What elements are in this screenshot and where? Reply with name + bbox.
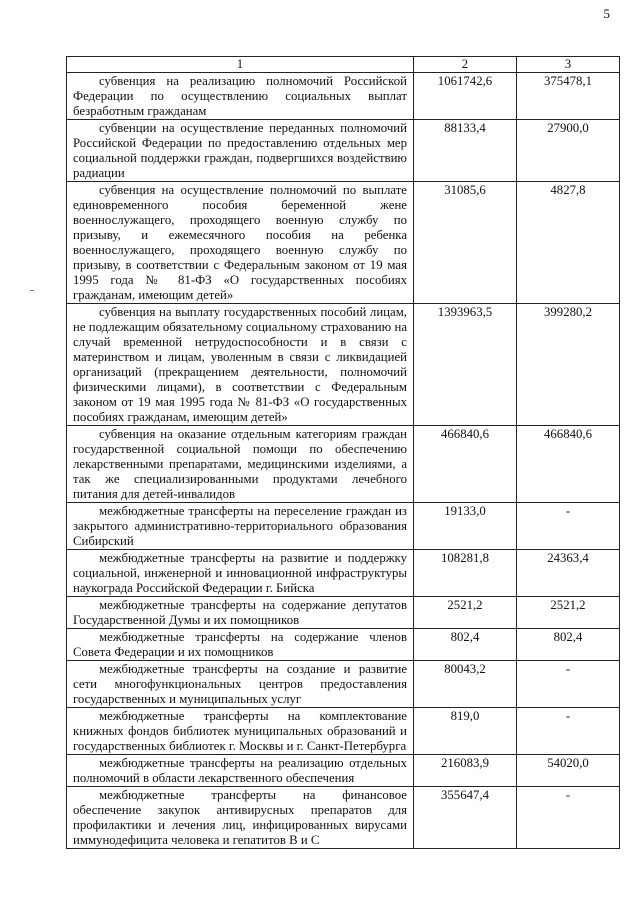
- row-description: межбюджетные трансферты на финансовое обеспечение закупок антивирусных препаратов для профилактики и лечения лиц, инфицированных вирусами иммунодефицита человека и гепатитов В и С: [67, 787, 414, 849]
- row-description: субвенция на реализацию полномочий Российской Федерации по осуществлению социальных выплат безработным гражданам: [67, 73, 414, 120]
- row-value-col2: 466840,6: [414, 426, 517, 503]
- row-value-col3: 54020,0: [517, 755, 620, 787]
- row-value-col3: -: [517, 708, 620, 755]
- row-value-col3: 24363,4: [517, 550, 620, 597]
- table-row: [67, 661, 620, 708]
- table-row: [67, 787, 620, 849]
- table-row: [67, 73, 620, 120]
- header-row: [67, 57, 620, 73]
- row-description: межбюджетные трансферты на комплектование книжных фондов библиотек муниципальных образований и государственных библиотек г. Москвы и г. Санкт-Петербурга: [67, 708, 414, 755]
- table-row: [67, 426, 620, 503]
- table-row: [67, 629, 620, 661]
- table-row: [67, 597, 620, 629]
- row-value-col2: 31085,6: [414, 182, 517, 304]
- row-value-col3: 2521,2: [517, 597, 620, 629]
- row-value-col3: -: [517, 787, 620, 849]
- table-row: [67, 182, 620, 304]
- table-row: [67, 708, 620, 755]
- table-body: [67, 73, 620, 849]
- row-value-col2: 1393963,5: [414, 304, 517, 426]
- row-value-col3: -: [517, 503, 620, 550]
- row-value-col2: 355647,4: [414, 787, 517, 849]
- row-description: межбюджетные трансферты на реализацию отдельных полномочий в области лекарственного обеспечения: [67, 755, 414, 787]
- row-value-col3: 27900,0: [517, 120, 620, 182]
- row-description: субвенции на осуществление переданных полномочий Российской Федерации по предоставлению отдельных мер социальной поддержки граждан, подвергшихся воздействию радиации: [67, 120, 414, 182]
- table-row: [67, 755, 620, 787]
- table-row: [67, 120, 620, 182]
- row-value-col2: 802,4: [414, 629, 517, 661]
- row-description: субвенция на оказание отдельным категориям граждан государственной социальной помощи по обеспечению лекарственными препаратами, медицинскими изделиями, а так же специализированными продуктами лечебного питания для детей-инвалидов: [67, 426, 414, 503]
- row-description: межбюджетные трансферты на содержание членов Совета Федерации и их помощников: [67, 629, 414, 661]
- column-header-3: 3: [517, 57, 620, 73]
- row-value-col2: 1061742,6: [414, 73, 517, 120]
- table-row: [67, 503, 620, 550]
- budget-table: [66, 56, 620, 849]
- column-header-1: 1: [67, 57, 414, 73]
- row-value-col3: 4827,8: [517, 182, 620, 304]
- row-value-col2: 819,0: [414, 708, 517, 755]
- row-value-col3: 399280,2: [517, 304, 620, 426]
- row-value-col2: 216083,9: [414, 755, 517, 787]
- table-row: [67, 304, 620, 426]
- row-value-col3: 802,4: [517, 629, 620, 661]
- row-value-col2: 108281,8: [414, 550, 517, 597]
- row-description: субвенция на выплату государственных пособий лицам, не подлежащим обязательному социальному страхованию на случай временной нетрудоспособности и в связи с материнством и лицам, уволенным в связи с ликвидацией организаций (прекращением деятельности, полномочий физическими лицами), в соответствии с Федеральным законом от 19 мая 1995 года № 81-ФЗ «О государственных пособиях гражданам, имеющим детей»: [67, 304, 414, 426]
- row-description: субвенция на осуществление полномочий по выплате единовременного пособия беременной жене военнослужащего, проходящего военную службу по призыву, и ежемесячного пособия на ребенка военнослужащего, проходящего военную службу по призыву, в соответствии с Федеральным законом от 19 мая 1995 года № 81-ФЗ «О государственных пособиях гражданам, имеющим детей»: [67, 182, 414, 304]
- row-description: межбюджетные трансферты на создание и развитие сети многофункциональных центров предоставления государственных и муниципальных услуг: [67, 661, 414, 708]
- column-header-2: 2: [414, 57, 517, 73]
- row-value-col2: 80043,2: [414, 661, 517, 708]
- page-number: 5: [603, 6, 610, 21]
- row-description: межбюджетные трансферты на развитие и поддержку социальной, инженерной и инновационной инфраструктуры наукограда Российской Федерации г. Бийска: [67, 550, 414, 597]
- row-value-col3: 375478,1: [517, 73, 620, 120]
- table-row: [67, 550, 620, 597]
- margin-tick-mark: [30, 290, 34, 291]
- row-value-col2: 2521,2: [414, 597, 517, 629]
- row-value-col2: 19133,0: [414, 503, 517, 550]
- row-value-col2: 88133,4: [414, 120, 517, 182]
- row-value-col3: 466840,6: [517, 426, 620, 503]
- row-value-col3: -: [517, 661, 620, 708]
- row-description: межбюджетные трансферты на содержание депутатов Государственной Думы и их помощников: [67, 597, 414, 629]
- row-description: межбюджетные трансферты на переселение граждан из закрытого административно-территориального образования Сибирский: [67, 503, 414, 550]
